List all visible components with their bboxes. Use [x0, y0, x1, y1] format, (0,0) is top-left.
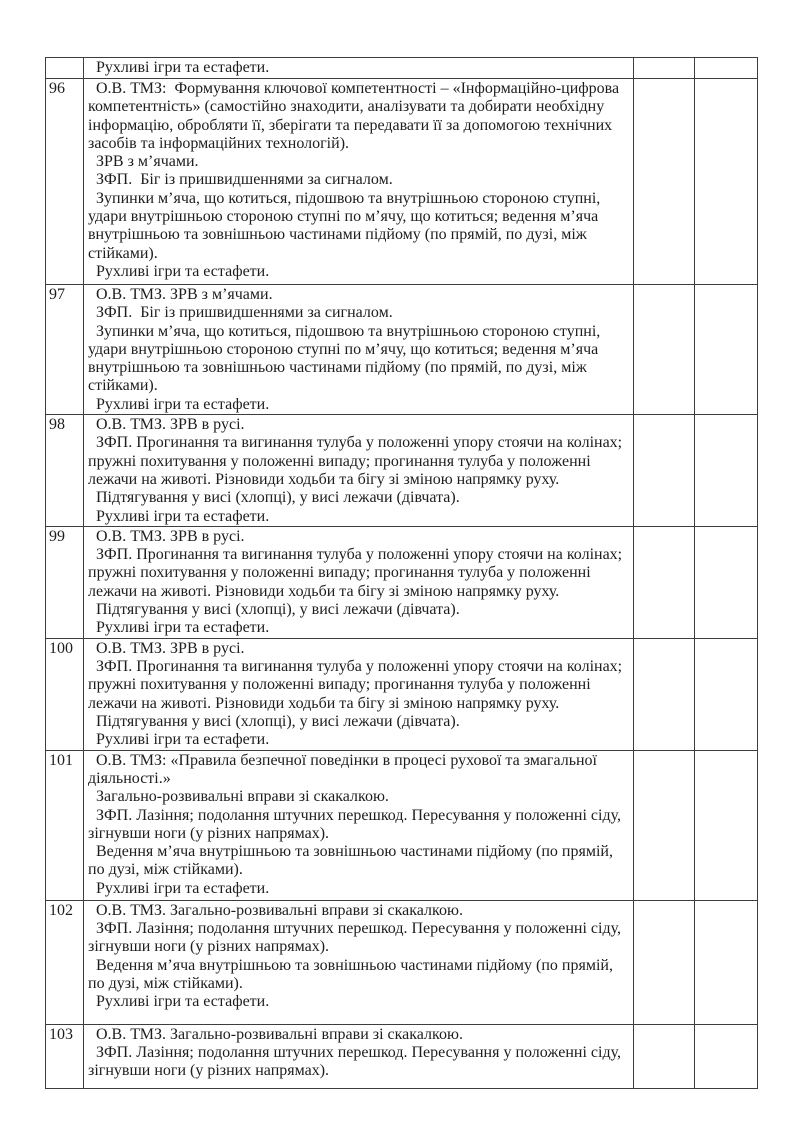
- content-paragraph: О.В. ТМЗ: «Правила безпечної поведінки в процесі рухової та змагальної діяльності.»: [88, 751, 601, 787]
- blank-cell-1: [634, 900, 695, 1024]
- lesson-content-cell: [84, 900, 634, 1024]
- content-paragraph: ЗФП. Біг із пришвидшеннями за сигналом.: [96, 171, 393, 189]
- table-row: [46, 1024, 758, 1088]
- lesson-content-cell: [84, 79, 634, 285]
- content-paragraph: Підтягування у висі (хлопці), у висі лежачи (дівчата).: [96, 712, 460, 730]
- blank-cell-2: [695, 638, 758, 750]
- blank-cell-2: [695, 1024, 758, 1088]
- content-paragraph: ЗФП. Прогинання та вигинання тулуба у положенні упору стоячи на колінах; пружні похитування у положенні випаду; прогинання тулуба у положенні лежачи на животі. Різновиди ходьби та бігу зі зміною напрямку руху.: [88, 657, 627, 712]
- blank-cell-2: [695, 285, 758, 415]
- blank-cell-2: [695, 900, 758, 1024]
- blank-cell-2: [695, 58, 758, 79]
- content-paragraph: Загально-розвивальні вправи зі скакалкою.: [96, 788, 389, 806]
- content-paragraph: ЗРВ з м’ячами.: [96, 153, 199, 171]
- blank-cell-1: [634, 750, 695, 900]
- lesson-content-cell: [84, 1024, 634, 1088]
- blank-cell-2: [695, 750, 758, 900]
- blank-cell-1: [634, 58, 695, 79]
- content-paragraph: О.В. ТМЗ. ЗРВ з м’ячами.: [96, 286, 273, 303]
- table-row: [46, 526, 758, 638]
- lesson-number-cell: 97: [46, 285, 84, 415]
- lesson-plan-table-body: [46, 58, 758, 1089]
- content-paragraph: Ведення м’яча внутрішньою та зовнішньою частинами підйому (по прямій, по дузі, між стійками).: [88, 843, 617, 879]
- lesson-content-cell: [84, 750, 634, 900]
- content-paragraph: Підтягування у висі (хлопці), у висі лежачи (дівчата).: [96, 601, 460, 619]
- content-paragraph: ЗФП. Біг із пришвидшеннями за сигналом.: [96, 304, 393, 322]
- lesson-number-cell: 100: [46, 638, 84, 750]
- lesson-number-cell: 101: [46, 750, 84, 900]
- lesson-number-cell: 96: [46, 79, 84, 285]
- table-row: [46, 79, 758, 285]
- table-row: [46, 285, 758, 415]
- table-row: [46, 638, 758, 750]
- content-paragraph: Рухливі ігри та естафети.: [96, 507, 270, 525]
- lesson-plan-table: [45, 57, 758, 1089]
- content-paragraph: О.В. ТМЗ. Загально-розвивальні вправи зі скакалкою.: [96, 901, 463, 919]
- content-paragraph: О.В. ТМЗ. Загально-розвивальні вправи зі скакалкою.: [96, 1025, 463, 1043]
- content-paragraph: Підтягування у висі (хлопці), у висі лежачи (дівчата).: [96, 489, 460, 507]
- blank-cell-2: [695, 79, 758, 285]
- content-paragraph: Рухливі ігри та естафети.: [96, 59, 270, 76]
- content-paragraph: ЗФП. Лазіння; подолання штучних перешкод. Пересування у положенні сіду, зігнувши ноги (у різних напрямах).: [88, 806, 625, 842]
- lesson-number-cell: 98: [46, 415, 84, 527]
- content-paragraph: О.В. ТМЗ. ЗРВ в русі.: [96, 527, 245, 545]
- content-paragraph: ЗФП. Прогинання та вигинання тулуба у положенні упору стоячи на колінах; пружні похитування у положенні випаду; прогинання тулуба у положенні лежачи на животі. Різновиди ходьби та бігу зі зміною напрямку руху.: [88, 434, 627, 488]
- content-paragraph: О.В. ТМЗ. ЗРВ в русі.: [96, 416, 245, 434]
- content-paragraph: О.В. ТМЗ. ЗРВ в русі.: [96, 639, 245, 657]
- lesson-content-cell: [84, 526, 634, 638]
- blank-cell-1: [634, 415, 695, 527]
- blank-cell-1: [634, 526, 695, 638]
- blank-cell-1: [634, 285, 695, 415]
- lesson-content-cell: [84, 58, 634, 79]
- content-paragraph: ЗФП. Прогинання та вигинання тулуба у положенні упору стоячи на колінах; пружні похитування у положенні випаду; прогинання тулуба у положенні лежачи на животі. Різновиди ходьби та бігу зі зміною напрямку руху.: [88, 546, 627, 600]
- blank-cell-1: [634, 1024, 695, 1088]
- content-paragraph: О.В. ТМЗ: Формування ключової компетентності – «Інформаційно-цифрова компетентність» (самостійно знаходити, аналізувати та добирати необхідну інформацію, обробляти її, зберігати та передавати її за допомогою технічних засобів та інформаційних технологій).: [88, 80, 624, 152]
- content-paragraph: Зупинки м’яча, що котиться, підошвою та внутрішньою стороною ступні, удари внутрішньою стороною ступні по м’ячу, що котиться; ведення м’яча внутрішньою та зовнішньою частинами підйому (по прямій, по дузі, між стійками).: [88, 189, 605, 262]
- table-row: [46, 750, 758, 900]
- content-paragraph: Рухливі ігри та естафети.: [96, 993, 270, 1011]
- blank-cell-1: [634, 79, 695, 285]
- content-paragraph: Рухливі ігри та естафети.: [96, 731, 270, 749]
- table-row: [46, 900, 758, 1024]
- table-row: [46, 58, 758, 79]
- content-paragraph: Рухливі ігри та естафети.: [96, 619, 270, 637]
- lesson-content-cell: [84, 638, 634, 750]
- content-paragraph: Рухливі ігри та естафети.: [96, 879, 270, 897]
- table-row: [46, 415, 758, 527]
- content-paragraph: ЗФП. Лазіння; подолання штучних перешкод. Пересування у положенні сіду, зігнувши ноги (у різних напрямах).: [88, 919, 625, 956]
- blank-cell-1: [634, 638, 695, 750]
- lesson-content-cell: [84, 285, 634, 415]
- content-paragraph: ЗФП. Лазіння; подолання штучних перешкод. Пересування у положенні сіду, зігнувши ноги (у різних напрямах).: [88, 1043, 625, 1080]
- content-paragraph: Рухливі ігри та естафети.: [96, 262, 270, 280]
- content-paragraph: Рухливі ігри та естафети.: [96, 395, 270, 413]
- lesson-content-cell: [84, 415, 634, 527]
- lesson-number-cell: 99: [46, 526, 84, 638]
- content-paragraph: Зупинки м’яча, що котиться, підошвою та внутрішньою стороною ступні, удари внутрішньою стороною ступні по м’ячу, що котиться; ведення м’яча внутрішньою та зовнішньою частинами підйому (по прямій, по дузі, між стійками).: [88, 322, 605, 395]
- lesson-number-cell: 103: [46, 1024, 84, 1088]
- blank-cell-2: [695, 526, 758, 638]
- lesson-number-cell: [46, 58, 84, 79]
- blank-cell-2: [695, 415, 758, 527]
- content-paragraph: Ведення м’яча внутрішньою та зовнішньою частинами підйому (по прямій, по дузі, між стійками).: [88, 956, 617, 992]
- lesson-number-cell: 102: [46, 900, 84, 1024]
